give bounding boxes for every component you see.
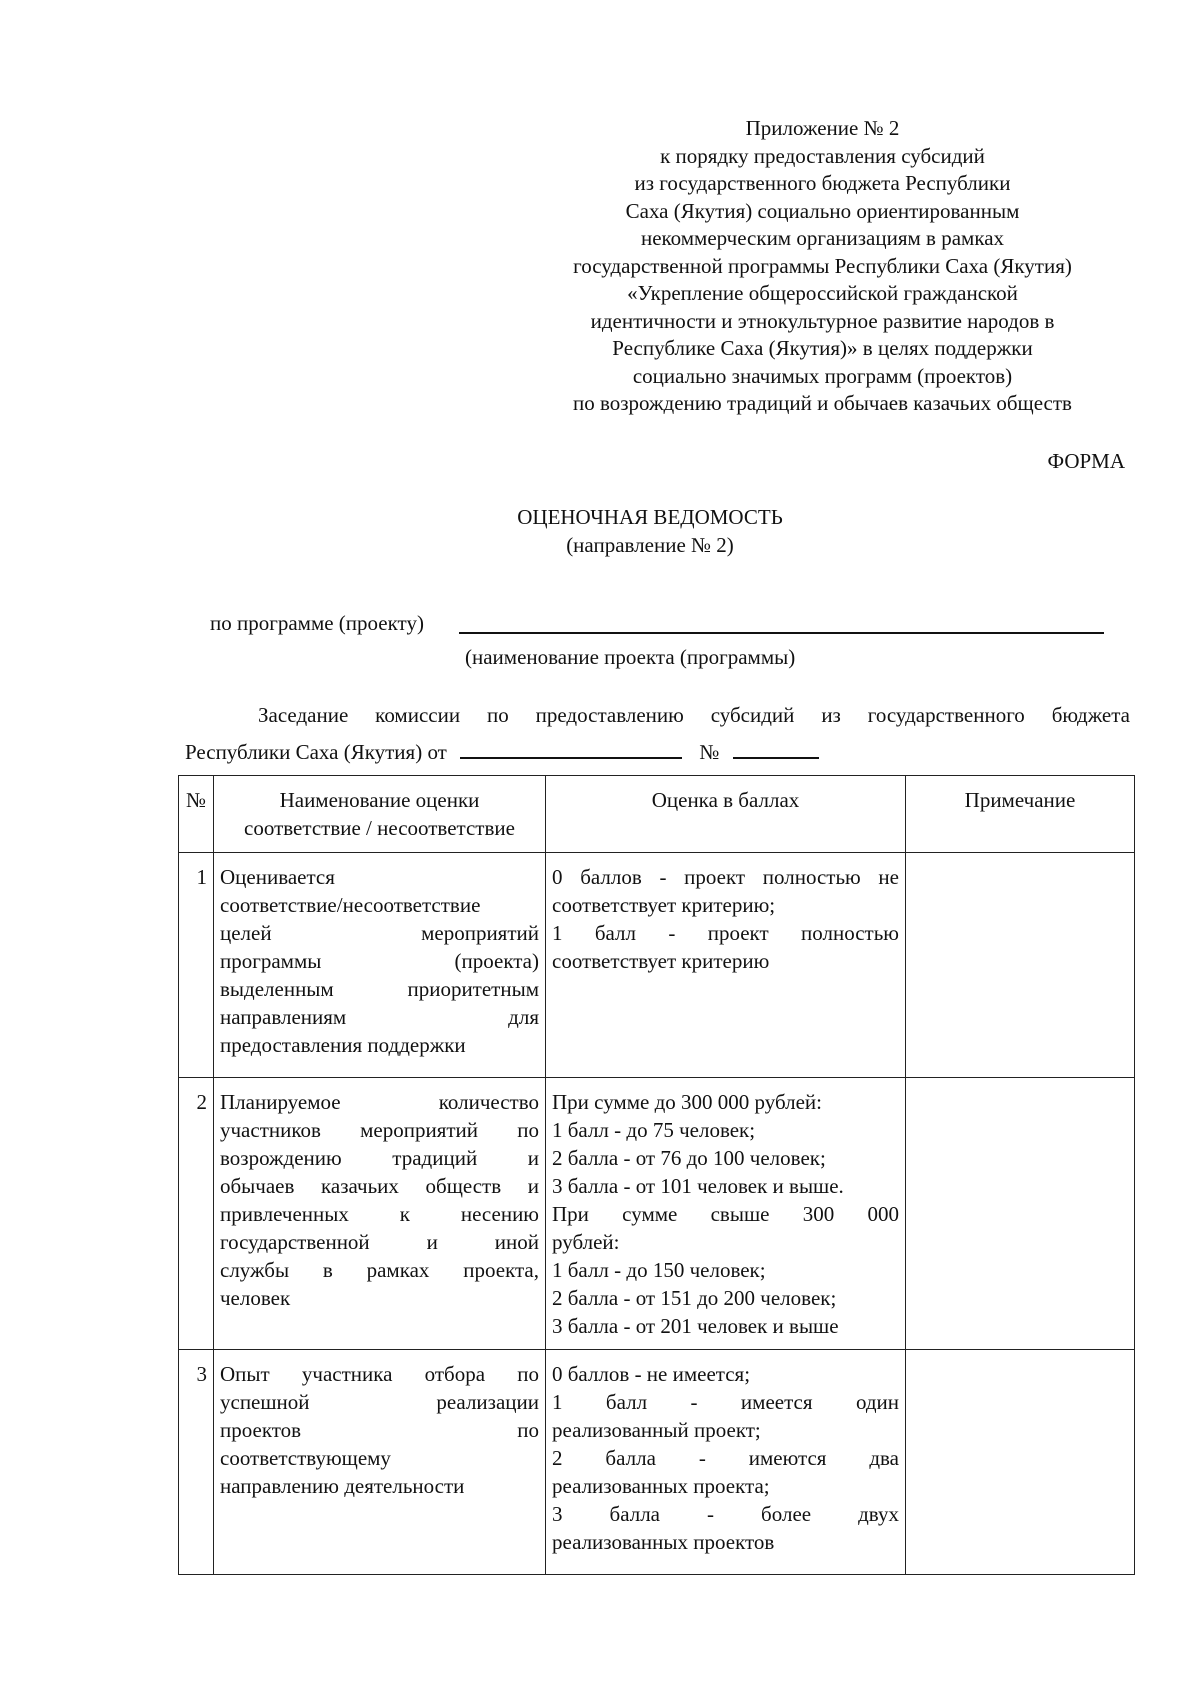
row-num: 3	[179, 1350, 214, 1575]
criterion-line: соответствующему	[220, 1446, 391, 1470]
appendix-line: социально значимых программ (проектов)	[632, 363, 1013, 388]
table-row	[179, 853, 1135, 1078]
header-note: Примечание	[906, 776, 1135, 853]
score-line: соответствует критерию;	[552, 893, 776, 917]
appendix-line: Саха (Якутия) социально ориентированным	[625, 198, 1020, 223]
criterion-line: привлеченных к несению	[220, 1202, 539, 1226]
score-line: При сумме до 300 000 рублей:	[552, 1090, 822, 1114]
appendix-line: Приложение № 2	[745, 116, 900, 140]
criterion-line: соответствие/несоответствие	[220, 893, 481, 917]
score-line: 1 балл - до 75 человек;	[552, 1118, 756, 1142]
appendix-line: Республике Саха (Якутия)» в целях поддержки	[612, 336, 1033, 360]
score-line: реализованных проекта;	[552, 1474, 770, 1498]
row-score	[546, 1350, 906, 1575]
criterion-line: проектов по	[220, 1418, 539, 1442]
score-line: рублей:	[552, 1230, 620, 1254]
row-num: 2	[179, 1078, 214, 1350]
criterion-line: возрождению традиций и	[220, 1146, 539, 1170]
score-line: соответствует критерию	[552, 949, 770, 973]
score-line: 2 балла - имеются два	[552, 1446, 899, 1470]
appendix-line: «Укрепление общероссийской гражданской	[627, 281, 1018, 305]
criterion-line: обычаев казачьих обществ и	[220, 1174, 539, 1198]
score-line: реализованный проект;	[552, 1418, 761, 1442]
row-criterion	[214, 1350, 546, 1575]
meeting-date-label: Республики Саха (Якутия) от	[185, 740, 447, 764]
row-score	[546, 1078, 906, 1350]
score-line: 2 балла - от 76 до 100 человек;	[552, 1146, 826, 1170]
appendix-line: государственной программы Республики Саха (Якутия)	[573, 253, 1072, 278]
program-name-blank[interactable]	[459, 632, 1104, 634]
criterion-line: предоставления поддержки	[220, 1033, 466, 1057]
score-line: 1 балл - проект полностью	[552, 921, 899, 945]
header-name-line: Наименование оценки	[279, 788, 480, 812]
criterion-line: направлениям для	[220, 1005, 539, 1029]
criterion-line: успешной реализации	[220, 1390, 539, 1414]
appendix-line: идентичности и этнокультурное развитие народов в	[590, 308, 1055, 333]
header-score: Оценка в баллах	[546, 776, 906, 853]
score-line: 3 балла - от 101 человек и выше.	[552, 1174, 844, 1198]
meeting-line-1: Заседание комиссии по предоставлению субсидий из государственного бюджета	[258, 703, 1130, 727]
program-caption: (наименование проекта (программы)	[465, 645, 796, 669]
appendix-line: некоммерческим организациям в рамках	[640, 226, 1005, 250]
criterion-line: участников мероприятий по	[220, 1118, 539, 1142]
form-label: ФОРМА	[1047, 449, 1125, 473]
row-criterion	[214, 853, 546, 1078]
row-note[interactable]	[906, 1078, 1135, 1350]
header-name	[214, 776, 546, 853]
evaluation-table	[178, 775, 1135, 1575]
appendix-line: из государственного бюджета Республики	[634, 171, 1011, 195]
score-line: 1 балл - до 150 человек;	[552, 1258, 766, 1282]
criterion-line: Планируемое количество	[220, 1090, 539, 1114]
criterion-line: выделенным приоритетным	[220, 977, 539, 1001]
header-num: №	[179, 776, 214, 853]
score-line: 1 балл - имеется один	[552, 1390, 899, 1414]
row-note[interactable]	[906, 853, 1135, 1078]
table-row	[179, 1078, 1135, 1350]
criterion-line: государственной и иной	[220, 1230, 539, 1254]
meeting-line-2	[185, 738, 819, 766]
row-score	[546, 853, 906, 1078]
document-subtitle: (направление № 2)	[566, 533, 734, 557]
criterion-line: человек	[220, 1286, 291, 1310]
table-header-row	[179, 776, 1135, 853]
program-label: по программе (проекту)	[210, 611, 424, 635]
meeting-number-blank[interactable]	[733, 739, 819, 759]
score-line: 2 балла - от 151 до 200 человек;	[552, 1286, 837, 1310]
row-criterion	[214, 1078, 546, 1350]
criterion-line: службы в рамках проекта,	[220, 1258, 539, 1282]
score-line: 3 балла - более двух	[552, 1502, 899, 1526]
row-note[interactable]	[906, 1350, 1135, 1575]
score-line: 3 балла - от 201 человек и выше	[552, 1314, 839, 1338]
criterion-line: целей мероприятий	[220, 921, 539, 945]
table-row	[179, 1350, 1135, 1575]
criterion-line: Опыт участника отбора по	[220, 1362, 539, 1386]
score-line: 0 баллов - не имеется;	[552, 1362, 751, 1386]
criterion-line: программы (проекта)	[220, 949, 539, 973]
appendix-line: к порядку предоставления субсидий	[660, 143, 985, 168]
header-name-line: соответствие / несоответствие	[244, 816, 515, 840]
appendix-header	[520, 115, 1125, 418]
score-line: 0 баллов - проект полностью не	[552, 865, 899, 889]
appendix-line: по возрождению традиций и обычаев казачьих обществ	[573, 391, 1072, 415]
score-line: реализованных проектов	[552, 1530, 775, 1554]
criterion-line: направлению деятельности	[220, 1474, 465, 1498]
document-title: ОЦЕНОЧНАЯ ВЕДОМОСТЬ	[517, 505, 783, 529]
score-line: При сумме свыше 300 000	[552, 1202, 899, 1226]
meeting-number-sign: №	[699, 740, 720, 764]
criterion-line: Оценивается	[220, 865, 335, 889]
row-num: 1	[179, 853, 214, 1078]
meeting-date-blank[interactable]	[460, 739, 682, 759]
